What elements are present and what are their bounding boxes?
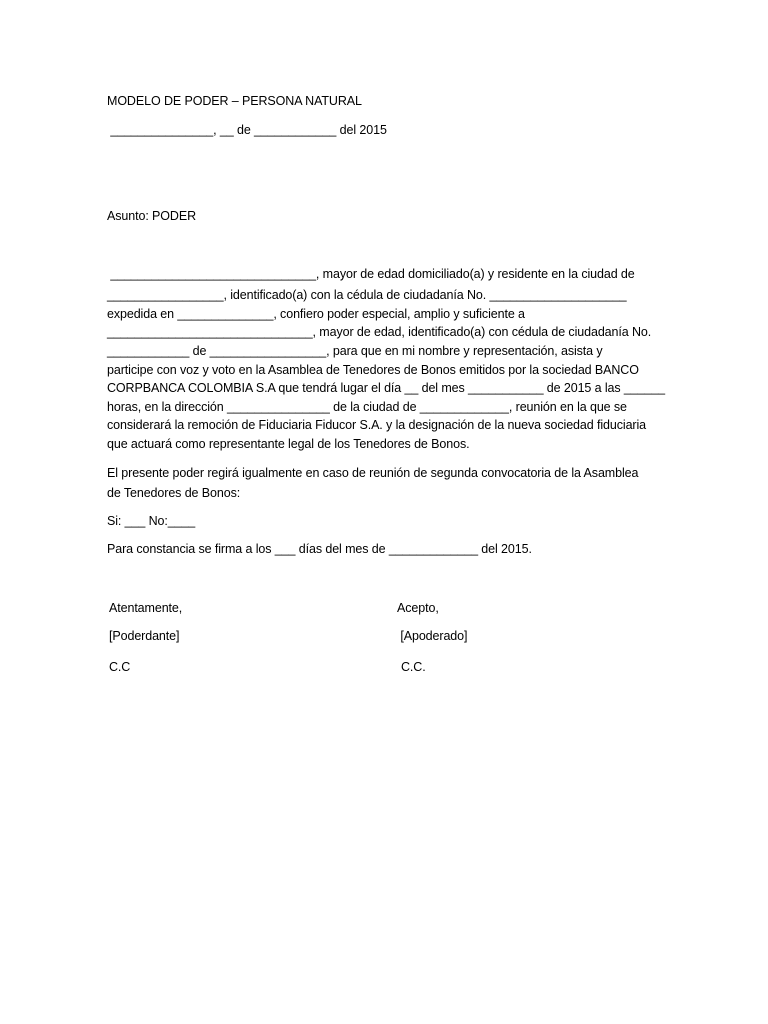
role-left: [Poderdante] xyxy=(109,629,180,643)
subject-line: Asunto: PODER xyxy=(107,209,197,223)
body-line: ______________________________, mayor de edad, identificado(a) con cédula de ciudadanía No. xyxy=(107,325,652,339)
body-line: que actuará como representante legal de los Tenedores de Bonos. xyxy=(107,437,470,451)
body-line: considerará la remoción de Fiduciaria Fiducor S.A. y la designación de la nueva sociedad fiduciaria xyxy=(107,418,647,432)
body-line: expedida en ______________, confiero poder especial, amplio y suficiente a xyxy=(107,307,525,321)
closing-right: Acepto, xyxy=(397,601,439,615)
body-line: ______________________________, mayor de edad domiciliado(a) y residente en la ciudad de xyxy=(107,267,635,281)
id-left: C.C xyxy=(109,660,131,674)
body-line: CORPBANCA COLOMBIA S.A que tendrá lugar el día __ del mes ___________ de 2015 a las ______ xyxy=(107,381,666,395)
body-line: ____________ de _________________, para que en mi nombre y representación, asista y xyxy=(107,344,603,358)
body-line: participe con voz y voto en la Asamblea de Tenedores de Bonos emitidos por la sociedad BANCO xyxy=(107,363,639,377)
signing-line: Para constancia se firma a los ___ días del mes de _____________ del 2015. xyxy=(107,542,532,556)
closing-left: Atentamente, xyxy=(109,601,183,615)
second-paragraph-line: El presente poder regirá igualmente en caso de reunión de segunda convocatoria de la Asamblea xyxy=(107,466,639,480)
id-right: C.C. xyxy=(401,660,426,674)
role-right: [Apoderado] xyxy=(397,629,468,643)
yes-no-line: Si: ___ No:____ xyxy=(107,514,196,528)
second-paragraph-line: de Tenedores de Bonos: xyxy=(107,486,241,500)
document-title: MODELO DE PODER – PERSONA NATURAL xyxy=(107,94,362,108)
date-line: _______________, __ de ____________ del 2015 xyxy=(107,123,387,137)
body-line: _________________, identificado(a) con la cédula de ciudadanía No. ____________________ xyxy=(107,288,627,302)
body-line: horas, en la dirección _______________ de la ciudad de _____________, reunión en la que se xyxy=(107,400,627,414)
